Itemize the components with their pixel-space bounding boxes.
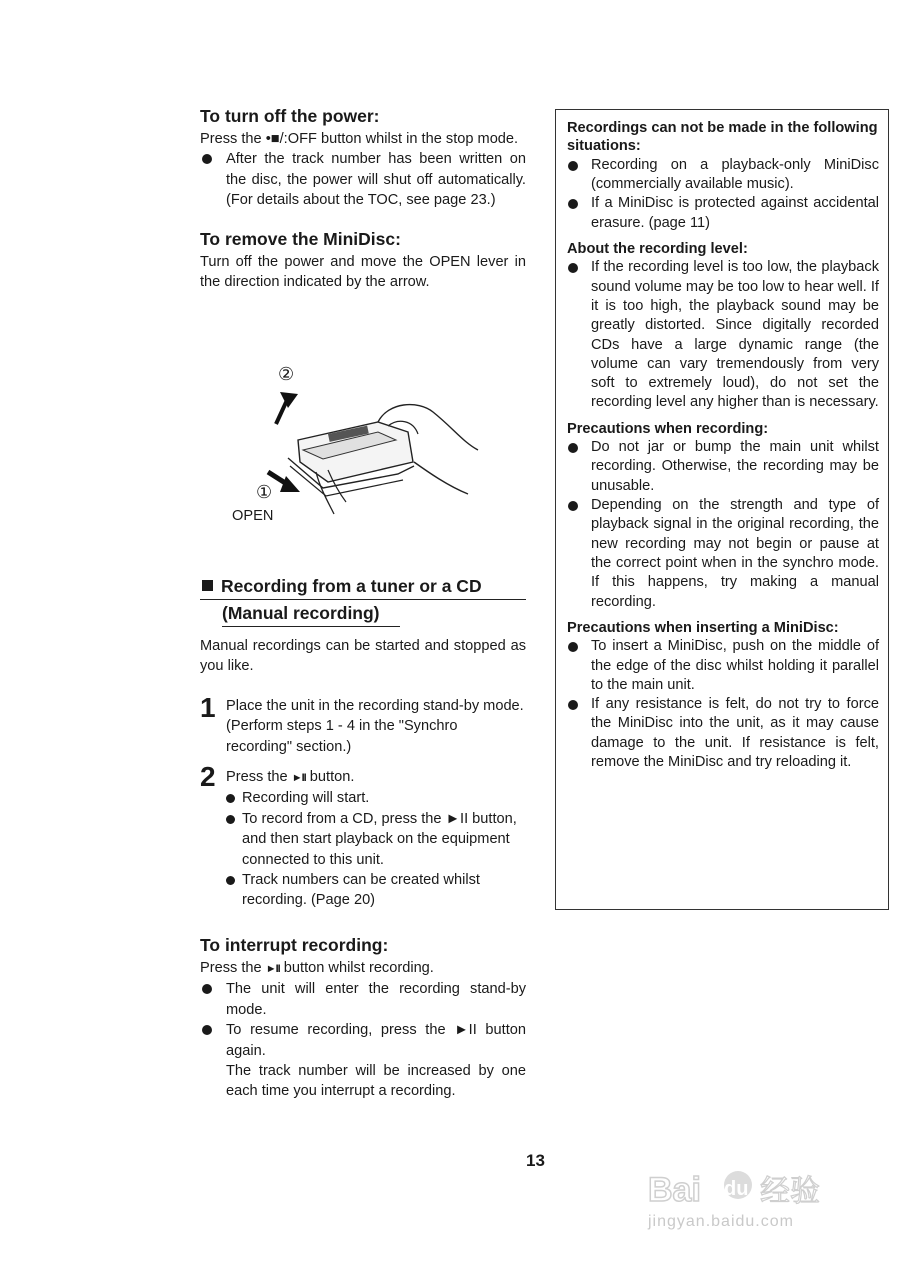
interrupt-text bbox=[200, 958, 526, 979]
manual-recording-heading bbox=[200, 573, 526, 627]
list-item: If the recording level is too low, the playback sound volume may be too low to hear well. If it is too high, the playback sound may be greatly distorted. Since digitally recorded CDs have a large dynamic range (the volume can vary tremendously from very soft to extremely loud), do not set the recording level any higher than is necessary. bbox=[567, 258, 879, 412]
play-pause-icon: ►II bbox=[291, 772, 306, 785]
play-pause-icon: ►II bbox=[265, 962, 280, 975]
notes-section-precautions-recording bbox=[567, 420, 879, 612]
remove-disc-title: To remove the MiniDisc: bbox=[200, 228, 401, 249]
list-item: The unit will enter the recording stand-by mode. bbox=[200, 979, 526, 1020]
power-off-text: Press the •■/:OFF button whilst in the stop mode. bbox=[200, 131, 519, 147]
remove-disc-text: Turn off the power and move the OPEN lever in the direction indicated by the arrow. bbox=[200, 253, 526, 291]
list-item: To record from a CD, press the ►II button, and then start playback on the equipment connected to this unit. bbox=[226, 809, 526, 870]
page-number: 13 bbox=[526, 1151, 545, 1170]
list-item: If any resistance is felt, do not try to force the MiniDisc into the unit, as it may cause damage to the unit. If resistance is felt, remove the MiniDisc and try reloading it. bbox=[567, 695, 879, 772]
interrupt-title: To interrupt recording: bbox=[200, 934, 389, 955]
list-item: To insert a MiniDisc, push on the middle of the edge of the disc whilst holding it parallel to the main unit. bbox=[567, 637, 879, 695]
step-1 bbox=[200, 691, 526, 757]
notes-heading: Precautions when inserting a MiniDisc: bbox=[567, 619, 839, 636]
manual-recording-body bbox=[200, 636, 526, 1102]
interrupt-pre: Press the bbox=[200, 959, 262, 976]
list-item: Do not jar or bump the main unit whilst recording. Otherwise, the recording may be unusable. bbox=[567, 438, 879, 496]
svg-text:Bai: Bai bbox=[648, 1171, 701, 1209]
svg-text:经验: 经验 bbox=[760, 1174, 820, 1209]
power-off-bullet: After the track number has been written on the disc, the power will shut off automatically. (For details about the TOC, see page 23.) bbox=[200, 149, 526, 210]
interrupt-note: The track number will be increased by one each time you interrupt a recording. bbox=[226, 1062, 526, 1100]
list-item: If a MiniDisc is protected against accidental erasure. (page 11) bbox=[567, 194, 879, 233]
svg-text:du: du bbox=[724, 1178, 749, 1200]
watermark-url: jingyan.baidu.com bbox=[648, 1213, 794, 1230]
open-lever-figure bbox=[228, 362, 488, 532]
notes-section-precautions-inserting bbox=[567, 619, 879, 772]
figure-step1-label: ① bbox=[256, 482, 273, 502]
notes-section-recording-level bbox=[567, 240, 879, 413]
baidu-logo-icon bbox=[648, 1165, 853, 1215]
step-2-post: button. bbox=[309, 769, 355, 786]
step-1-number: 1 bbox=[200, 691, 216, 723]
baidu-watermark bbox=[648, 1165, 853, 1245]
interrupt-post: button whilst recording. bbox=[283, 959, 434, 976]
notes-box bbox=[555, 109, 889, 910]
manual-recording-title-line1: Recording from a tuner or a CD bbox=[221, 576, 482, 596]
list-item: Track numbers can be created whilst recording. (Page 20) bbox=[226, 870, 526, 911]
step-2-pre: Press the bbox=[226, 769, 288, 786]
notes-heading: About the recording level: bbox=[567, 241, 748, 257]
power-off-title: To turn off the power: bbox=[200, 106, 380, 126]
section-square-icon bbox=[202, 580, 213, 591]
figure-open-label: OPEN bbox=[232, 508, 274, 524]
figure-step2-label: ② bbox=[278, 364, 295, 384]
step-2-number: 2 bbox=[200, 761, 216, 793]
notes-section-cannot-record bbox=[567, 119, 879, 233]
list-item: Recording will start. bbox=[226, 788, 526, 808]
left-column bbox=[200, 106, 526, 292]
step-1-text: Place the unit in the recording stand-by mode. (Perform steps 1 - 4 in the "Synchro recording" section.) bbox=[226, 697, 524, 755]
manual-recording-title-line2: (Manual recording) bbox=[222, 600, 400, 627]
step-2-bullets bbox=[200, 788, 526, 910]
step-2 bbox=[200, 761, 526, 911]
notes-heading: Recordings can not be made in the following situations: bbox=[567, 120, 878, 155]
list-item: Depending on the strength and type of playback signal in the original recording, the new recording may not begin or pause at the correct point when in the synchro mode. If this happens, try making a manual recording. bbox=[567, 496, 879, 612]
notes-heading: Precautions when recording: bbox=[567, 420, 769, 437]
list-item: To resume recording, press the ►II button again. bbox=[200, 1020, 526, 1061]
manual-recording-intro: Manual recordings can be started and stopped as you like. bbox=[200, 638, 526, 675]
step-2-text bbox=[200, 767, 526, 788]
list-item: Recording on a playback-only MiniDisc (commercially available music). bbox=[567, 156, 879, 195]
